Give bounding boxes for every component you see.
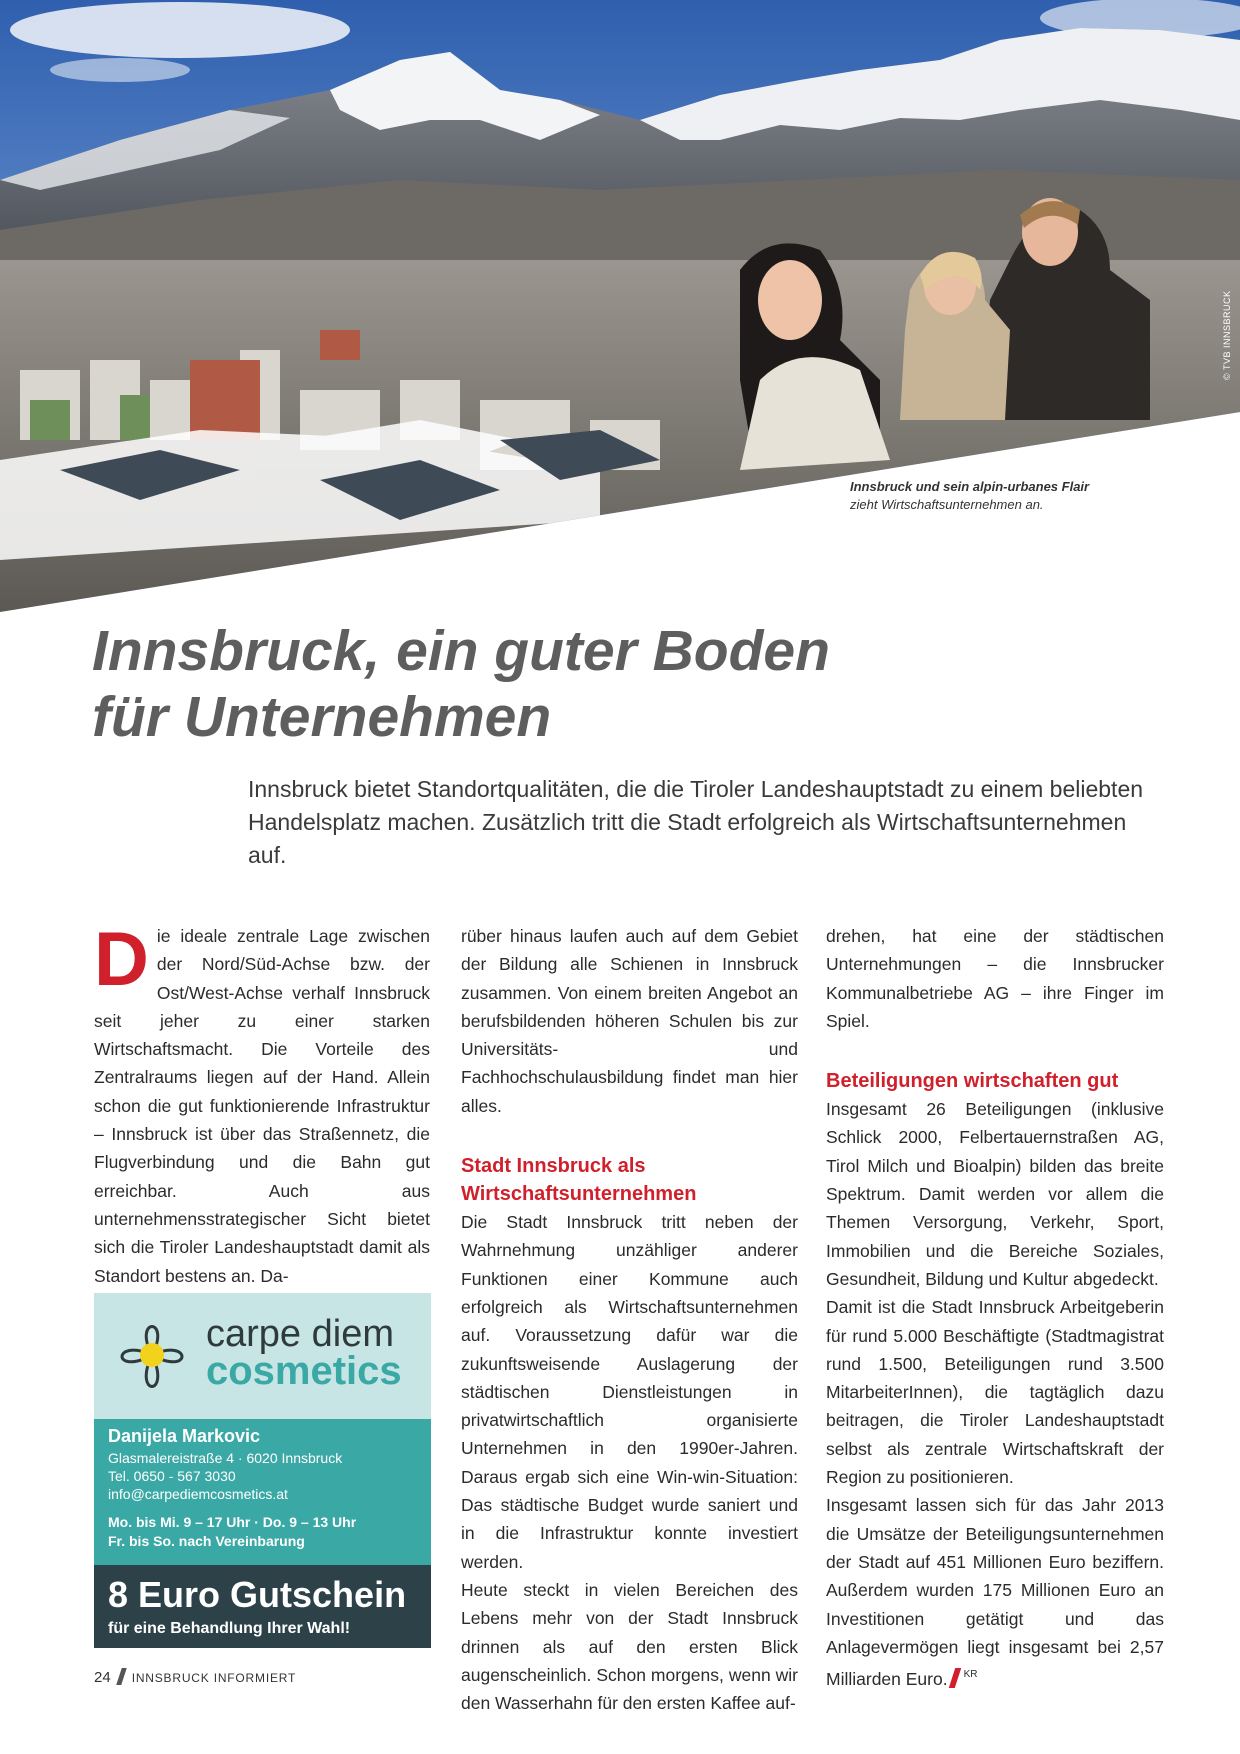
- col3-paragraph-4: [826, 1491, 1164, 1693]
- page-title: [92, 618, 1152, 750]
- title-line-1: Innsbruck, ein guter Boden: [92, 619, 830, 683]
- drop-cap: D: [94, 917, 149, 1002]
- col1-paragraph: ie ideale zentrale Lage zwischen der Nord/Süd-Achse bzw. der Ost/West-Achse verhalf Innsbruck seit jeher zu einer starken Wirtschaftsmacht. Die Vorteile des Zentralraums liegen auf der Hand. Allein schon die gut funktionierende Infrastruktur – Innsbruck ist über das Straßennetz, die Flugverbindung und die Bahn gut erreichbar. Auch aus unternehmensstrategischer Sicht bietet sich die Tiroler Landeshauptstadt damit als Standort bestens an. Da-: [94, 926, 430, 1286]
- col3-paragraph-1: drehen, hat eine der städtischen Unternehmungen – die Innsbrucker Kommunalbetriebe AG – ihre Finger im Spiel.: [826, 926, 1164, 1031]
- col2-paragraph-1: rüber hinaus laufen auch auf dem Gebiet der Bildung alle Schienen in Innsbruck zusammen. Von einem breiten Angebot an berufsbildenden höheren Schulen bis zur Universitäts- und Fachhochschulausbildung findet man hier alles.: [461, 926, 798, 1116]
- ad-address: Glasmalereistraße 4 · 6020 Innsbruck: [108, 1450, 343, 1466]
- ad-logo-area: [94, 1293, 431, 1419]
- ad-offer-banner: [94, 1565, 431, 1648]
- subheading-stadt: Stadt Innsbruck als Wirtschaftsunternehmen: [461, 1155, 697, 1206]
- column-3: [826, 922, 1164, 1693]
- hero-illustration: [0, 0, 1240, 612]
- logo-line-2: cosmetics: [206, 1349, 402, 1393]
- ad-logo-text: [206, 1315, 402, 1391]
- col2-paragraph-3: Heute steckt in vielen Bereichen des Lebens mehr von der Stadt Innsbruck drinnen als auf den ersten Blick augenscheinlich. Schon morgens, wenn wir den Wasserhahn für den ersten Kaffee auf-: [461, 1579, 798, 1714]
- col3-paragraph-2: Insgesamt 26 Beteiligungen (inklusive Schlick 2000, Felbertauernstraßen AG, Tirol Milch und Bioalpin) bilden das breite Spektrum. Damit werden vor allem die Themen Versorgung, Verkehr, Sport, Immobilien und die Bereiche Soziales, Gesundheit, Bildung und Kultur abgedeckt.: [826, 1099, 1164, 1289]
- ad-contact: [108, 1423, 418, 1551]
- ad-email: info@carpediemcosmetics.at: [108, 1486, 288, 1502]
- ad-hours-1: Mo. bis Mi. 9 – 17 Uhr · Do. 9 – 13 Uhr: [108, 1514, 357, 1530]
- ad-phone: Tel. 0650 - 567 3030: [108, 1468, 236, 1484]
- end-mark-icon: [948, 1668, 960, 1688]
- ad-offer: 8 Euro Gutschein: [108, 1574, 407, 1615]
- flower-icon: [102, 1307, 202, 1407]
- publication-name: INNSBRUCK INFORMIERT: [131, 1671, 297, 1685]
- slash-icon: [116, 1668, 127, 1685]
- advertisement: [94, 1293, 431, 1648]
- photo-caption: [850, 478, 1210, 514]
- column-1: [94, 917, 430, 1290]
- title-line-2: für Unternehmen: [92, 685, 552, 749]
- ad-offer-subline: für eine Behandlung Ihrer Wahl!: [108, 1620, 351, 1637]
- column-2: [461, 922, 798, 1717]
- lead-paragraph: Innsbruck bietet Standortqualitäten, die die Tiroler Landeshauptstadt zu einem beliebten Handelsplatz machen. Zusätzlich tritt die Stadt erfolgreich als Wirtschaftsunternehmen auf.: [248, 776, 1144, 868]
- subheading-beteiligungen: Beteiligungen wirtschaften gut: [826, 1070, 1119, 1093]
- page-number: 24: [94, 1669, 111, 1686]
- author-initials: KR: [963, 1669, 978, 1681]
- logo-line-1: carpe diem: [206, 1313, 394, 1355]
- ad-hours-2: Fr. bis So. nach Vereinbarung: [108, 1533, 305, 1549]
- col2-paragraph-2: Die Stadt Innsbruck tritt neben der Wahrnehmung unzähliger anderer Funktionen einer Kommune auch erfolgreich als Wirtschaftsunternehmen auf. Voraussetzung dafür war die zukunftsweisende Auslagerung der städtischen Dienstleistungen in privatwirtschaftlich organisierte Unternehmen in den 1990er-Jahren. Daraus ergab sich eine Win-win-Situation: Das städtische Budget wurde saniert und in die Infrastruktur konnte investiert werden.: [461, 1212, 798, 1572]
- ad-contact-name: Danijela Markovic: [108, 1426, 261, 1446]
- caption-rest: zieht Wirtschaftsunternehmen an.: [850, 497, 1044, 512]
- photo-credit: © TVB INNSBRUCK: [1222, 290, 1232, 380]
- col3-paragraph-4-text: Insgesamt lassen sich für das Jahr 2013 die Umsätze der Beteiligungsunternehmen der Stadt auf 451 Millionen Euro beziffern. Außerdem wurden 175 Millionen Euro an Investitionen getätigt und das Anlagevermögen liegt insgesamt bei 2,57 Milliarden Euro.: [826, 1495, 1164, 1690]
- page-footer: [94, 1668, 296, 1686]
- col3-paragraph-3: Damit ist die Stadt Innsbruck Arbeitgeberin für rund 5.000 Beschäftigte (Stadtmagistrat rund 1.500, Beteiligungen rund 3.500 MitarbeiterInnen), die tagtäglich dazu beitragen, die Tiroler Landeshauptstadt selbst als zentrale Wirtschaftskraft der Region zu positionieren.: [826, 1297, 1164, 1488]
- caption-bold: Innsbruck und sein alpin-urbanes Flair: [850, 479, 1090, 494]
- hero-photo: [0, 0, 1240, 612]
